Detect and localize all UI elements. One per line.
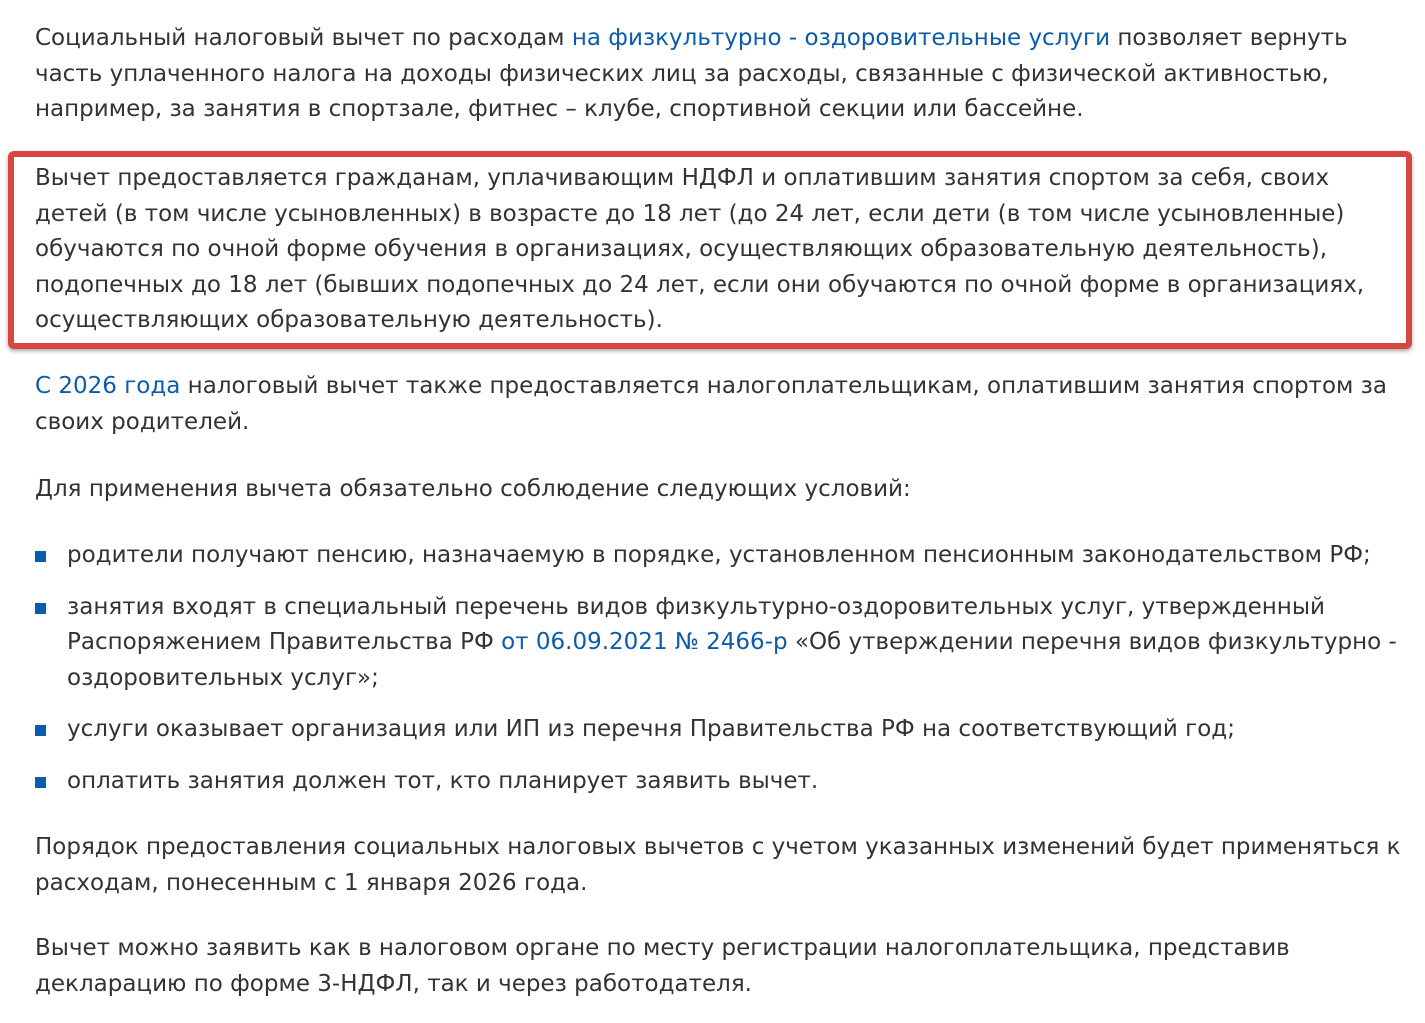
condition-text: оплатить занятия должен тот, кто планирует заявить вычет. <box>67 767 819 794</box>
highlighted-paragraph: Вычет предоставляется гражданам, уплачивающим НДФЛ и оплатившим занятия спортом за себя, своих детей (в том числе усыновленных) в возрасте до 18 лет (до 24 лет, если дети (в том числе усыновленные) обучаются по очной форме обучения в организациях, осуществляющих образовательную деятельность), подопечных до 18 лет (бывших подопечных до 24 лет, если они обучаются по очной форме в организациях, осуществляющих образовательную деятельность). <box>35 165 1365 333</box>
intro-paragraph-container <box>35 21 1405 128</box>
list-item <box>35 764 1405 800</box>
year-paragraph-text: налоговый вычет также предоставляется налогоплательщикам, оплатившим занятия спортом за своих родителей. <box>35 373 1388 435</box>
condition-text-before: занятия входят в специальный перечень видов физкультурно-оздоровительных услуг, утвержденный Распоряжением Правительства РФ <box>67 593 1325 655</box>
order-paragraph: Порядок предоставления социальных налоговых вычетов с учетом указанных изменений будет применяться к расходам, понесенным с 1 января 2026 года. <box>35 834 1401 896</box>
fitness-services-link[interactable]: на физкультурно - оздоровительные услуги <box>571 25 1111 51</box>
year-2026-link[interactable]: С 2026 года <box>35 373 181 399</box>
conditions-list <box>35 538 1405 815</box>
intro-text-before: Социальный налоговый вычет по расходам <box>35 25 572 51</box>
square-bullet-icon <box>35 725 46 736</box>
list-item <box>35 590 1405 697</box>
condition-text: услуги оказывает организация или ИП из перечня Правительства РФ на соответствующий год; <box>67 716 1235 742</box>
government-order-link[interactable]: от 06.09.2021 № 2466-р <box>501 629 788 655</box>
condition-text-after: «Об утверждении перечня видов физкультурно - оздоровительных услуг»; <box>67 629 1397 691</box>
intro-text-after: позволяет вернуть часть уплаченного налога на доходы физических лиц за расходы, связанные с физической активностью, например, за занятия в спортзале, фитнес – клубе, спортивной секции или бассейне. <box>35 25 1348 122</box>
condition-text: родители получают пенсию, назначаемую в порядке, установленном пенсионным законодательством РФ; <box>67 542 1371 568</box>
intro-paragraph <box>35 21 1405 128</box>
square-bullet-icon <box>35 777 46 788</box>
square-bullet-icon <box>35 551 46 562</box>
conditions-intro: Для применения вычета обязательно соблюдение следующих условий: <box>35 476 911 502</box>
year-paragraph <box>35 369 1405 440</box>
list-item <box>35 712 1405 748</box>
claim-paragraph: Вычет можно заявить как в налоговом органе по месту регистрации налогоплательщика, представив декларацию по форме 3-НДФЛ, так и через работодателя. <box>35 935 1290 997</box>
square-bullet-icon <box>35 603 46 614</box>
list-item <box>35 538 1405 574</box>
